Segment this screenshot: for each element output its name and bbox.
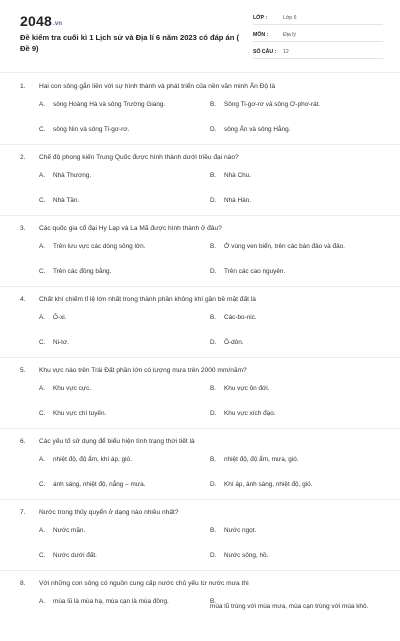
option-d[interactable]: [210, 267, 370, 276]
option-text: mùa lũ trùng với mùa mưa, mùa cạn trùng với mùa khô.: [210, 603, 369, 610]
answer-options: [0, 520, 400, 570]
option-text: Khu vực ôn đới.: [224, 385, 270, 392]
question-body: Hai con sông gắn liền với sự hình thành và phát triển của nền văn minh Ấn Độ là: [39, 83, 276, 90]
option-text: Nước sông, hồ.: [224, 552, 269, 559]
option-c[interactable]: [39, 196, 199, 205]
option-b[interactable]: [210, 384, 370, 393]
option-b[interactable]: [210, 171, 370, 180]
option-letter: C.: [39, 481, 46, 488]
option-text: mùa lũ là mùa hạ, mùa cạn là mùa đông.: [53, 598, 169, 605]
question-body: Khu vực nào trên Trái Đất phần lớn có lượng mưa trên 2000 mm/năm?: [39, 367, 247, 374]
option-letter: B.: [210, 101, 217, 108]
question-text: [20, 435, 379, 449]
meta-key: MÔN :: [253, 32, 269, 38]
option-c[interactable]: [39, 125, 199, 134]
meta-row-class: [253, 12, 383, 25]
option-text: nhiệt độ, độ ẩm, mưa, gió.: [224, 456, 299, 463]
option-letter: C.: [39, 339, 46, 346]
option-a[interactable]: [39, 384, 199, 393]
question-number: 7.: [20, 509, 26, 516]
option-b[interactable]: [210, 597, 370, 615]
question-text: [20, 293, 379, 307]
question-item: [0, 429, 400, 500]
option-text: Khu vực chí tuyến.: [53, 410, 107, 417]
option-c[interactable]: [39, 338, 199, 347]
meta-value: 12: [283, 49, 289, 55]
option-letter: A.: [39, 598, 46, 605]
answer-options: [0, 236, 400, 286]
option-text: nhiệt độ, độ ẩm, khí áp, gió.: [53, 456, 132, 463]
option-letter: D.: [210, 197, 217, 204]
option-letter: B.: [210, 314, 217, 321]
option-text: Nhà Chu.: [224, 172, 251, 179]
option-c[interactable]: [39, 551, 199, 560]
question-text: [20, 577, 379, 591]
option-text: Trên các cao nguyên.: [224, 268, 286, 275]
meta-row-count: [253, 46, 383, 59]
option-b[interactable]: [210, 526, 370, 535]
option-letter: B.: [210, 598, 217, 605]
option-text: sông Nin và sông Ti-gơ-rơ.: [53, 126, 130, 133]
option-letter: A.: [39, 456, 46, 463]
option-text: Trên lưu vực các dòng sông lớn.: [53, 243, 146, 250]
option-letter: D.: [210, 126, 217, 133]
option-letter: D.: [210, 552, 217, 559]
answer-options: [0, 449, 400, 499]
option-text: Ni-tơ.: [53, 339, 69, 346]
option-text: Nước ngọt.: [224, 527, 257, 534]
option-letter: D.: [210, 268, 217, 275]
option-letter: D.: [210, 339, 217, 346]
question-body: Các quốc gia cổ đại Hy Lạp và La Mã được hình thành ở đâu?: [39, 225, 222, 232]
option-letter: B.: [210, 385, 217, 392]
option-text: Sông Ti-gơ-rơ và sông Ơ-phơ-rát.: [224, 101, 321, 108]
option-letter: C.: [39, 410, 46, 417]
question-number: 4.: [20, 296, 26, 303]
option-d[interactable]: [210, 551, 370, 560]
answer-options: [0, 165, 400, 215]
question-text: [20, 222, 379, 236]
option-text: Ô-xi.: [53, 314, 67, 321]
option-text: Nhà Hán.: [224, 197, 251, 204]
meta-row-subject: [253, 29, 383, 42]
question-number: 6.: [20, 438, 26, 445]
question-number: 2.: [20, 154, 26, 161]
option-d[interactable]: [210, 196, 370, 205]
logo-tld: .vn: [52, 21, 63, 27]
meta-key: LỚP :: [253, 15, 268, 21]
meta-value: Địa lý: [283, 32, 296, 38]
option-text: Ô-dôn.: [224, 339, 244, 346]
option-letter: A.: [39, 101, 46, 108]
exam-meta: [253, 12, 383, 63]
option-text: Ở vùng ven biển, trên các bán đảo và đảo.: [224, 243, 345, 250]
question-item: [0, 571, 400, 641]
option-b[interactable]: [210, 313, 370, 322]
option-a[interactable]: [39, 100, 199, 109]
question-body: Chất khí chiếm tỉ lệ lớn nhất trong thành phần không khí gần bề mặt đất là: [39, 296, 256, 303]
option-b[interactable]: [210, 100, 370, 109]
option-a[interactable]: [39, 526, 199, 535]
option-letter: D.: [210, 410, 217, 417]
question-body: Với những con sông có nguồn cung cấp nước chủ yếu từ nước mưa thì: [39, 580, 249, 587]
site-logo[interactable]: [20, 13, 62, 29]
option-letter: C.: [39, 268, 46, 275]
option-letter: A.: [39, 243, 46, 250]
question-number: 5.: [20, 367, 26, 374]
option-text: Khu vực xích đạo.: [224, 410, 276, 417]
option-b[interactable]: [210, 455, 370, 464]
option-letter: C.: [39, 126, 46, 133]
option-letter: B.: [210, 456, 217, 463]
question-list: [0, 74, 400, 641]
option-text: Nước dưới đất.: [53, 552, 97, 559]
question-body: Các yếu tố sử dụng để biểu hiện tình trạng thời tiết là: [39, 438, 195, 445]
option-a[interactable]: [39, 313, 199, 322]
option-c[interactable]: [39, 267, 199, 276]
header-divider: [0, 72, 400, 73]
option-a[interactable]: [39, 597, 199, 606]
option-text: Trên các đồng bằng.: [53, 268, 112, 275]
answer-options: [0, 378, 400, 428]
option-text: Nước mặn.: [53, 527, 86, 534]
option-letter: A.: [39, 314, 46, 321]
option-text: Nhà Tần.: [53, 197, 80, 204]
question-text: [20, 80, 379, 94]
question-item: [0, 287, 400, 358]
option-letter: C.: [39, 552, 46, 559]
option-c[interactable]: [39, 409, 199, 418]
question-text: [20, 151, 379, 165]
option-letter: A.: [39, 527, 46, 534]
meta-key: SỐ CÂU :: [253, 49, 277, 55]
option-letter: A.: [39, 172, 46, 179]
question-item: [0, 145, 400, 216]
option-text: Khu vực cực.: [53, 385, 92, 392]
option-letter: A.: [39, 385, 46, 392]
question-item: [0, 74, 400, 145]
option-a[interactable]: [39, 455, 199, 464]
option-text: sông Hoàng Hà và sông Trường Giang.: [53, 101, 166, 108]
option-b[interactable]: [210, 242, 370, 251]
option-letter: C.: [39, 197, 46, 204]
logo-text: 2048: [20, 13, 52, 29]
question-item: [0, 358, 400, 429]
option-d[interactable]: [210, 338, 370, 347]
option-d[interactable]: [210, 125, 370, 134]
answer-options: [0, 307, 400, 357]
option-letter: D.: [210, 481, 217, 488]
option-text: sông Ấn và sông Hằng.: [224, 126, 291, 133]
document-title: Đề kiểm tra cuối kì 1 Lịch sử và Địa lí 6 năm 2023 có đáp án ( Đề 9): [20, 33, 240, 53]
option-d[interactable]: [210, 409, 370, 418]
option-text: Các-bo-nic.: [224, 314, 257, 321]
question-body: Nước trong thủy quyển ở dạng nào nhiều nhất?: [39, 509, 179, 516]
meta-value: Lớp 6: [283, 15, 297, 21]
option-letter: B.: [210, 527, 217, 534]
question-item: [0, 216, 400, 287]
question-item: [0, 500, 400, 571]
question-text: [20, 506, 379, 520]
question-number: 3.: [20, 225, 26, 232]
question-number: 1.: [20, 83, 26, 90]
option-c[interactable]: [39, 480, 199, 489]
option-letter: B.: [210, 243, 217, 250]
option-text: ánh sáng, nhiệt độ, nắng – mưa.: [53, 481, 146, 488]
answer-options: [0, 94, 400, 144]
answer-options: [0, 591, 400, 641]
question-body: Chế độ phong kiến Trung Quốc được hình thành dưới triều đại nào?: [39, 154, 239, 161]
option-letter: B.: [210, 172, 217, 179]
option-a[interactable]: [39, 171, 199, 180]
option-d[interactable]: [210, 480, 370, 489]
question-number: 8.: [20, 580, 26, 587]
option-text: Nhà Thương.: [53, 172, 92, 179]
question-text: [20, 364, 379, 378]
option-a[interactable]: [39, 242, 199, 251]
header: [0, 0, 400, 72]
option-text: Khí áp, ánh sáng, nhiệt độ, gió.: [224, 481, 313, 488]
